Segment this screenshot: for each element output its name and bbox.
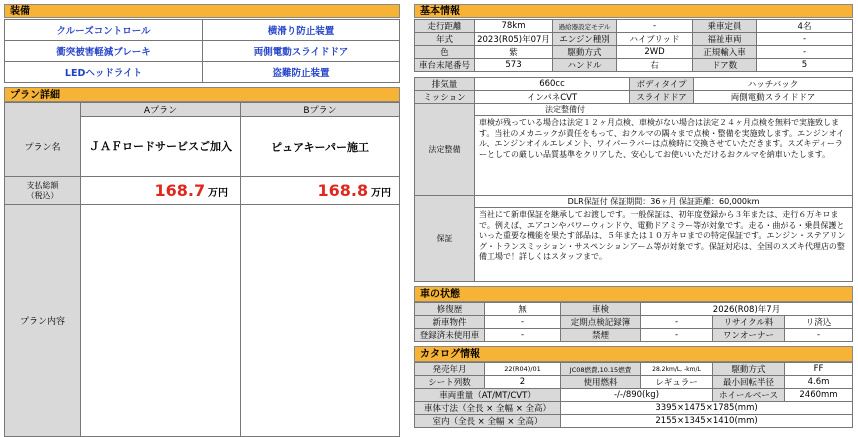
basic-table-2: 排気量 660cc ボディタイプ ハッチバック ミッション インパネCVT スライドドア 両側電動スライドドア: [414, 77, 853, 104]
plan-name-label: プラン名: [5, 117, 81, 177]
equipment-table: [4, 19, 400, 83]
condition-table: 修復歴 無 車検 2026(R08)年7月 新車物件 - 定期点検記録簿 - リサイクル料 リ済込 登録済未使用車 - 禁煙 - ワンオーナー -: [414, 302, 853, 342]
plan-content-label: プラン内容: [5, 205, 81, 437]
equipment-item: 両側電動スライドドア: [203, 41, 400, 62]
condition-header: 車の状態: [414, 286, 853, 302]
plan-b-total: 168.8 万円: [241, 177, 400, 205]
plan-a-price: 168.7: [154, 181, 206, 200]
warranty-head: DLR保証付 保証期間：36ヶ月 保証距離：60,000km: [475, 196, 853, 208]
basic-table: 走行距離 78km 過給器設定モデル - 乗車定員 4名 年式 2023(R05)年07月 エンジン種別 ハイブリッド 福祉車両 - 色 紫 駆動方式 2WD 正規輸入車 - 車台末尾番号 573 ハンドル 右 ドア数 5: [414, 19, 853, 72]
inspection-label: 法定整備: [415, 104, 475, 196]
plan-a-name: ＪＡＦロードサービスご加入: [81, 117, 241, 177]
catalog-table: 発売年月 22(R04)/01 JC08燃費,10.15燃費 28.2km/L, -km/L 駆動方式 FF シート列数 2 使用燃料 レギュラー 最小回転半径 4.6m 車両重量（AT/MT/CVT） -/-/890(kg) ホイールベース 2460mm 車体寸法（全長 × 全幅 × 全高） 3395×1475×1785(mm) 室内（全長 × 全幅 × 全高） 2155×1345×1410(mm): [414, 362, 853, 428]
catalog-header: カタログ情報: [414, 346, 853, 362]
inspection-head: 法定整備付: [475, 104, 853, 116]
equipment-header: 装備: [4, 4, 400, 18]
equipment-item: 横滑り防止装置: [203, 20, 400, 41]
inspection-text: 車検が残っている場合は法定１２ヶ月点検、車検がない場合は法定２４ヶ月点検を無料で実施致します。当社のメカニックが責任をもって、おクルマの隅々まで点検・整備を実施致します。エンジンオイル、エンジンオイルエレメント、ワイパーラバーは点検時に交換させていただきます。スズキディーラーとしての厳しい品質基準をクリアした、安心してお使いいただけるおクルマを納車いたします。: [475, 116, 853, 196]
warranty-text: 当社にて新車保証を継承してお渡しです。一般保証は、初年度登録から３年または、走行６万キロまで。例えば、エアコンやパワーウィンドウ、電動ドアミラー等が対象です。走る・曲がる・乗員保護といった重要な機能を果たす部品は、５年または１０万キロまでの特定保証です。エンジン・ステアリング・トランスミッション・サスペンションアーム等が対象です。保証対応は、全国のスズキ代理店の整備工場で！詳しくはスタッフまで。: [475, 208, 853, 282]
plan-b-price: 168.8: [317, 181, 369, 200]
equipment-item: クルーズコントロール: [5, 20, 203, 41]
plan-a-content: [81, 205, 241, 437]
equipment-item: 盗難防止装置: [203, 62, 400, 83]
plan-a-total: 168.7 万円: [81, 177, 241, 205]
equipment-item: LEDヘッドライト: [5, 62, 203, 83]
equipment-item: 衝突被害軽減ブレーキ: [5, 41, 203, 62]
plan-b-content: [241, 205, 400, 437]
inspection-warranty-table: [414, 103, 853, 282]
plan-table: [4, 102, 400, 437]
plan-b-name: ピュアキーパー施工: [241, 117, 400, 177]
plan-header: プラン詳細: [4, 87, 400, 102]
basic-header: 基本情報: [414, 4, 853, 18]
plan-b-header: Bプラン: [241, 103, 400, 117]
plan-total-label: 支払総額 （税込）: [5, 177, 81, 205]
warranty-label: 保証: [415, 196, 475, 282]
plan-a-header: Aプラン: [81, 103, 241, 117]
